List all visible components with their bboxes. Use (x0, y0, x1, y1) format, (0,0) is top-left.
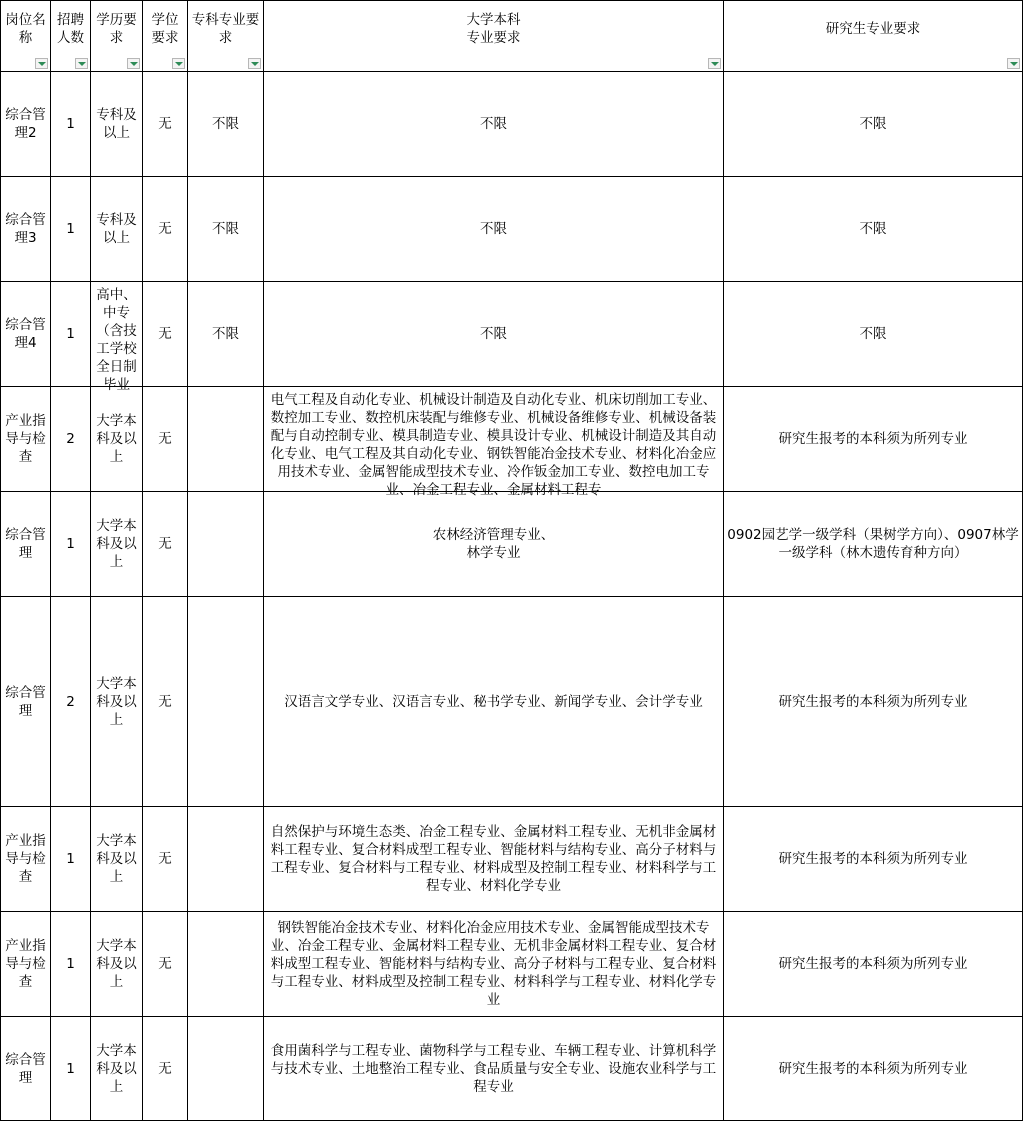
cell-college-major (188, 492, 264, 597)
cell-education-text: 专科及以上 (96, 107, 137, 141)
cell-post-name-text: 综合管理2 (5, 107, 46, 141)
cell-college-major-text: 不限 (212, 221, 239, 237)
cell-degree (143, 387, 188, 492)
cell-college-major (188, 1017, 264, 1121)
cell-graduate-major (724, 387, 1023, 492)
cell-count (51, 387, 91, 492)
cell-graduate-major-text: 研究生报考的本科须为所列专业 (778, 431, 968, 447)
cell-bachelor-major (264, 492, 724, 597)
header-graduate-major (724, 1, 1023, 72)
cell-college-major-text: 不限 (212, 326, 239, 342)
cell-education (91, 492, 143, 597)
cell-college-major (188, 597, 264, 807)
cell-post-name (1, 597, 51, 807)
cell-graduate-major-text: 研究生报考的本科须为所列专业 (778, 693, 968, 710)
cell-count (51, 492, 91, 597)
cell-count (51, 807, 91, 912)
cell-bachelor-major-text: 不限 (480, 326, 507, 342)
filter-dropdown-icon[interactable] (172, 58, 185, 69)
cell-bachelor-major (264, 1017, 724, 1121)
cell-college-major-text: 不限 (212, 116, 239, 132)
cell-post-name-text: 综合管理3 (5, 212, 46, 246)
header-degree (143, 1, 188, 72)
cell-education-text: 大学本科及以上 (96, 413, 137, 465)
cell-degree (143, 1017, 188, 1121)
cell-education-text: 大学本科及以上 (96, 1042, 137, 1095)
cell-post-name (1, 72, 51, 177)
header-education (91, 1, 143, 72)
cell-education-text: 大学本科及以上 (96, 833, 137, 885)
cell-count-text: 2 (66, 431, 75, 447)
cell-graduate-major-text: 不限 (859, 326, 887, 342)
cell-post-name (1, 807, 51, 912)
header-bachelor-major (264, 1, 724, 72)
cell-education-text: 高中、中专（含技工学校全日制毕业 (96, 287, 137, 393)
cell-post-name-text: 产业指导与检查 (5, 833, 46, 885)
cell-degree-text: 无 (158, 116, 172, 132)
cell-graduate-major (724, 72, 1023, 177)
cell-count-text: 1 (66, 851, 75, 867)
header-label: 学历要求 (96, 12, 137, 46)
cell-bachelor-major-text: 钢铁智能冶金技术专业、材料化冶金应用技术专业、金属智能成型技术专业、冶金工程专业、金属材料工程专业、无机非金属材料工程专业、复合材料成型工程专业、智能材料与结构专业、高分子材料与工程专业、复合材料与工程专业、材料成型及控制工程专业、材料科学与工程专业、材料化学专业 (270, 920, 717, 1008)
table-row (1, 492, 1023, 597)
filter-dropdown-icon[interactable] (248, 58, 261, 69)
cell-education-text: 大学本科及以上 (96, 675, 137, 728)
table-row (1, 1017, 1023, 1121)
cell-post-name-text: 产业指导与检查 (5, 938, 46, 990)
cell-post-name-text: 综合管理 (5, 1051, 46, 1086)
cell-degree-text: 无 (158, 326, 172, 342)
table-row (1, 177, 1023, 282)
cell-count-text: 1 (66, 1060, 75, 1077)
cell-post-name (1, 282, 51, 387)
cell-degree-text: 无 (158, 536, 172, 552)
cell-degree-text: 无 (158, 693, 172, 710)
header-post-name (1, 1, 51, 72)
cell-graduate-major (724, 1017, 1023, 1121)
cell-graduate-major (724, 282, 1023, 387)
header-label: 大学本科 专业要求 (466, 12, 521, 46)
cell-degree (143, 912, 188, 1017)
cell-education-text: 大学本科及以上 (96, 938, 137, 990)
table-row (1, 912, 1023, 1017)
cell-count (51, 1017, 91, 1121)
table-row (1, 807, 1023, 912)
cell-post-name-text: 综合管理4 (5, 317, 46, 351)
cell-bachelor-major-text: 电气工程及自动化专业、机械设计制造及自动化专业、机床切削加工专业、数控加工专业、数控机床装配与维修专业、机械设备维修专业、机械设备装配与自动控制专业、模具制造专业、模具设计专业、机械设计制造及其自动化专业、电气工程及其自动化专业、钢铁智能冶金技术专业、材料化冶金应用技术专业、金属智能成型技术专业、冷作钣金加工专业、数控电加工专业、冶金工程专业、金属材料工程专 (270, 392, 717, 498)
cell-bachelor-major (264, 387, 724, 498)
cell-education-text: 专科及以上 (96, 212, 137, 246)
cell-degree-text: 无 (158, 851, 172, 867)
cell-degree (143, 177, 188, 282)
cell-degree (143, 597, 188, 807)
cell-graduate-major-text: 研究生报考的本科须为所列专业 (778, 956, 968, 972)
cell-education (91, 807, 143, 912)
cell-post-name (1, 912, 51, 1017)
cell-count (51, 282, 91, 387)
cell-graduate-major-text: 0902园艺学一级学科（果树学方向）、0907林学一级学科（林木遗传育种方向） (727, 527, 1019, 561)
filter-dropdown-icon[interactable] (75, 58, 88, 69)
cell-bachelor-major-text: 不限 (480, 221, 507, 237)
cell-count-text: 1 (66, 116, 75, 132)
cell-bachelor-major (264, 177, 724, 282)
cell-graduate-major (724, 912, 1023, 1017)
header-college-major (188, 1, 264, 72)
cell-graduate-major (724, 597, 1023, 807)
cell-education (91, 912, 143, 1017)
filter-dropdown-icon[interactable] (127, 58, 140, 69)
cell-college-major (188, 807, 264, 912)
cell-education (91, 72, 143, 177)
cell-education (91, 1017, 143, 1121)
cell-education (91, 597, 143, 807)
table-row (1, 282, 1023, 387)
cell-bachelor-major-text: 农林经济管理专业、 林学专业 (432, 527, 555, 561)
cell-bachelor-major (264, 597, 724, 807)
table-row (1, 72, 1023, 177)
cell-count-text: 1 (66, 956, 75, 972)
header-label: 专科专业要求 (191, 12, 260, 46)
cell-education (91, 282, 143, 393)
cell-graduate-major (724, 807, 1023, 912)
cell-degree (143, 807, 188, 912)
cell-graduate-major-text: 研究生报考的本科须为所列专业 (778, 851, 968, 867)
cell-bachelor-major (264, 807, 724, 912)
cell-degree-text: 无 (158, 1060, 172, 1077)
cell-count-text: 1 (66, 326, 75, 342)
header-label: 招聘人数 (57, 12, 84, 46)
header-label: 学位要求 (151, 12, 179, 46)
header-label: 研究生专业要求 (825, 21, 921, 37)
cell-count (51, 597, 91, 807)
cell-degree-text: 无 (158, 221, 172, 237)
cell-post-name-text: 综合管理 (5, 684, 46, 719)
cell-bachelor-major-text: 不限 (480, 116, 507, 132)
table-row (1, 597, 1023, 807)
cell-degree (143, 72, 188, 177)
cell-post-name (1, 177, 51, 282)
header-count (51, 1, 91, 72)
cell-count-text: 1 (66, 221, 75, 237)
cell-graduate-major-text: 不限 (859, 116, 887, 132)
table-row (1, 387, 1023, 492)
cell-post-name-text: 综合管理 (5, 527, 46, 561)
cell-graduate-major-text: 研究生报考的本科须为所列专业 (778, 1060, 968, 1077)
cell-graduate-major-text: 不限 (859, 221, 887, 237)
cell-post-name-text: 产业指导与检查 (5, 413, 46, 465)
cell-education (91, 177, 143, 282)
filter-dropdown-icon[interactable] (708, 58, 721, 69)
cell-bachelor-major (264, 282, 724, 387)
cell-degree (143, 282, 188, 387)
cell-count (51, 912, 91, 1017)
filter-dropdown-icon[interactable] (1007, 58, 1020, 69)
cell-count-text: 2 (66, 693, 75, 710)
cell-bachelor-major-text: 食用菌科学与工程专业、菌物科学与工程专业、车辆工程专业、计算机科学与技术专业、土地整治工程专业、食品质量与安全专业、设施农业科学与工程专业 (270, 1042, 717, 1095)
cell-bachelor-major-text: 自然保护与环境生态类、冶金工程专业、金属材料工程专业、无机非金属材料工程专业、复合材料成型工程专业、智能材料与结构专业、高分子材料与工程专业、复合材料与工程专业、材料成型及控制工程专业、材料科学与工程专业、材料化学专业 (270, 824, 717, 894)
cell-post-name (1, 1017, 51, 1121)
cell-bachelor-major-text: 汉语言文学专业、汉语言专业、秘书学专业、新闻学专业、会计学专业 (284, 693, 703, 710)
cell-count (51, 72, 91, 177)
cell-count-text: 1 (66, 536, 75, 552)
cell-college-major (188, 72, 264, 177)
cell-college-major (188, 387, 264, 492)
header-label: 岗位名称 (5, 12, 46, 46)
cell-bachelor-major (264, 912, 724, 1017)
cell-post-name (1, 387, 51, 492)
filter-dropdown-icon[interactable] (35, 58, 48, 69)
cell-post-name (1, 492, 51, 597)
cell-bachelor-major (264, 72, 724, 177)
header-row (1, 1, 1023, 72)
cell-degree (143, 492, 188, 597)
cell-graduate-major (724, 492, 1023, 597)
cell-count (51, 177, 91, 282)
cell-degree-text: 无 (158, 956, 172, 972)
cell-college-major (188, 282, 264, 387)
cell-degree-text: 无 (158, 431, 172, 447)
cell-education-text: 大学本科及以上 (96, 518, 137, 570)
cell-education (91, 387, 143, 492)
cell-college-major (188, 177, 264, 282)
cell-college-major (188, 912, 264, 1017)
cell-graduate-major (724, 177, 1023, 282)
